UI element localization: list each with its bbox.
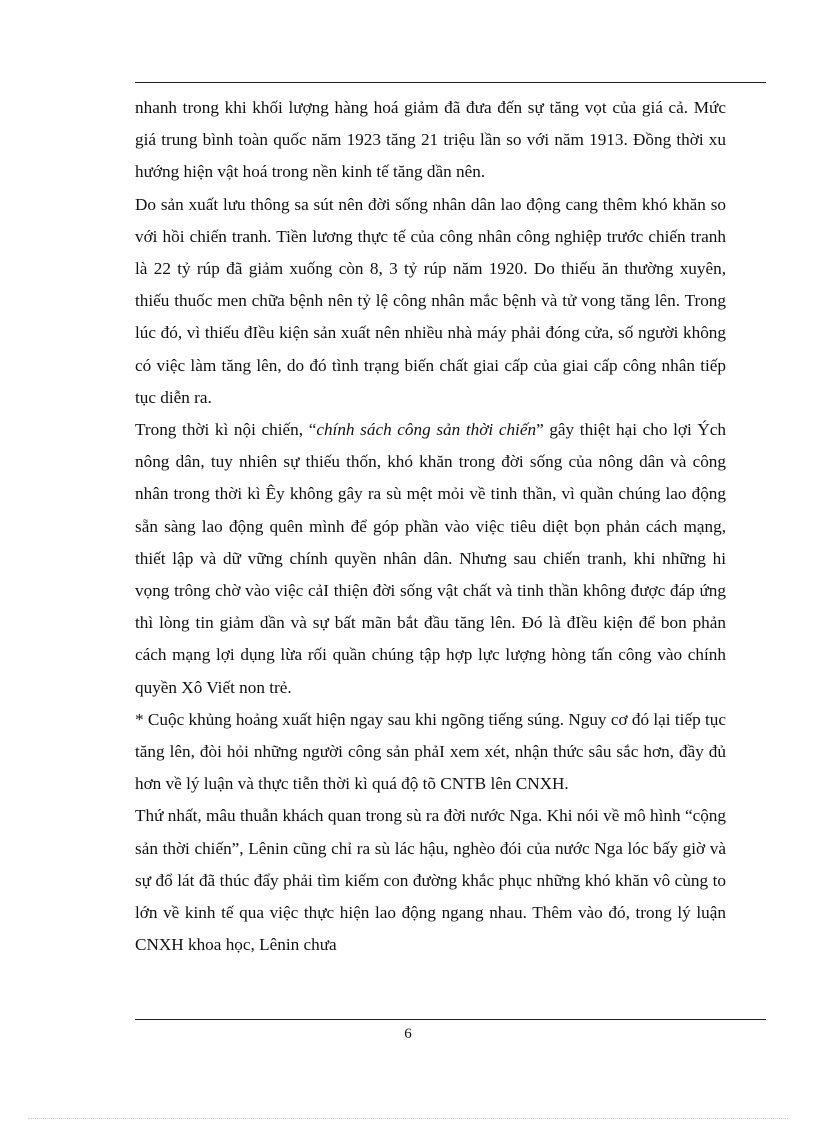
page-number: 6: [404, 1026, 412, 1042]
paragraph: [135, 414, 726, 704]
paragraph: nhanh trong khi khối lượng hàng hoá giảm đã đưa đến sự tăng vọt của giá cả. Mức giá trung bình toàn quốc năm 1923 tăng 21 triệu lần so với năm 1913. Đồng thời xu hướng hiện vật hoá trong nền kinh tế tăng dần nên.: [135, 98, 726, 182]
page-edge-divider: [28, 1118, 788, 1119]
italic-phrase: chính sách công sản thời chiến: [316, 420, 537, 440]
paragraph: Thứ nhất, mâu thuẫn khách quan trong sù ra đời nước Nga. Khi nói về mô hình “cộng sản thời chiến”, Lênin cũng chỉ ra sù lác hậu, nghèo đói của nước Nga lóc bấy giờ và sự đổ lát đã thúc đẩy phải tìm kiếm con đường khắc phục những khó khăn vô cùng to lớn về kinh tế qua việc thực hiện lao động ngang nhau. Thêm vào đó, trong lý luận CNXH khoa học, Lênin chưa: [135, 806, 726, 955]
paragraph: * Cuộc khủng hoảng xuất hiện ngay sau khi ngõng tiếng súng. Nguy cơ đó lại tiếp tục tăng lên, đòi hỏi những người công sản phảI xem xét, nhận thức sâu sắc hơn, đầy đủ hơn về lý luận và thực tiễn thời kì quá độ tõ CNTB lên CNXH.: [135, 709, 726, 794]
body-text: [135, 92, 726, 961]
header-rule: [135, 82, 766, 83]
footer-rule: [135, 1019, 766, 1020]
paragraph-text: ” gây thiệt hại cho lợi Ých nông dân, tuy nhiên sự thiếu thốn, khó khăn trong đời sống của nông dân và công nhân trong thời kì Êy không gây ra sù mệt mỏi về tinh thần, vì quần chúng lao động sẵn sàng lao động quên mình để góp phần vào việc tiêu diệt bọn phản cách mạng, thiết lập và dữ vững chính quyền nhân dân. Nhưng sau chiến tranh, khi những hi vọng trông chờ vào việc cảI thiện đời sống vật chất và tinh thần không được đáp ứng thì lòng tin giảm dần và sự bất mãn bắt đầu tăng lên. Đó là đIều kiện để bon phản cách mạng lợi dụng lừa rối quần chúng tập hợp lực lượng hòng tấn công vào chính quyền Xô Viết non trẻ.: [135, 420, 726, 697]
paragraph-text: Trong thời kì nội chiến, “: [135, 420, 317, 440]
paragraph: Do sản xuất lưu thông sa sút nên đời sống nhân dân lao động cang thêm khó khăn so với hồi chiến tranh. Tiền lương thực tế của công nhân công nghiệp trước chiến tranh là 22 tỷ rúp đã giảm xuống còn 8, 3 tỷ rúp năm 1920. Do thiếu ăn thường xuyên, thiếu thuốc men chữa bệnh nên tỷ lệ công nhân mắc bệnh và tử vong tăng lên. Trong lúc đó, vì thiếu đIều kiện sản xuất nên nhiều nhà máy phải đóng cửa, số người không có việc làm tăng lên, do đó tình trạng biến chất giai cấp của giai cấp công nhân tiếp tục diễn ra.: [135, 194, 726, 407]
